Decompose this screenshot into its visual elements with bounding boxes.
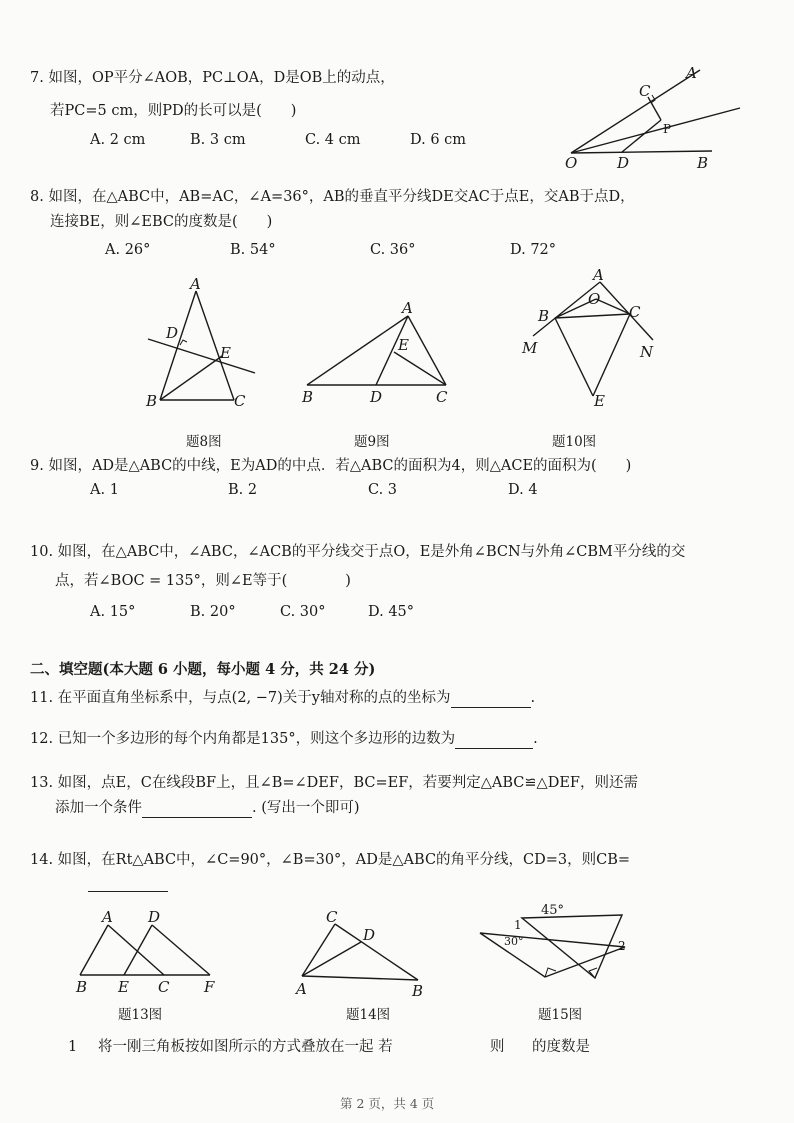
figure-15 (480, 915, 625, 978)
fig8-label-a: A (190, 275, 201, 293)
fig9-label-c: C (436, 388, 448, 406)
q7-option-d: D. 6 cm (410, 132, 467, 148)
q7-option-a: A. 2 cm (90, 132, 146, 148)
fig15-label-45: 45° (541, 903, 565, 918)
q8-option-c: C. 36° (370, 242, 416, 258)
fig13-caption: 题13图 (118, 1007, 163, 1023)
q12-stem: 12. 已知一个多边形的每个内角都是135°，则这个多边形的边数为 (30, 731, 456, 747)
fig8-caption: 题8图 (186, 434, 222, 450)
q11-stem: 11. 在平面直角坐标系中，与点(2, −7)关于y轴对称的点的坐标为 (30, 690, 451, 706)
fig9-label-b: B (302, 388, 314, 406)
q7-segment-pd (622, 120, 661, 152)
q7-label-a: A (686, 64, 697, 82)
fig13-label-d: D (148, 908, 161, 926)
fig13-label-a: A (102, 908, 113, 926)
fig9-label-a: A (402, 299, 413, 317)
q13-line2-end: . (写出一个即可) (252, 800, 360, 816)
q9-option-a: A. 1 (90, 482, 119, 498)
fig15-caption: 题15图 (538, 1007, 583, 1023)
figure-10 (533, 282, 653, 396)
fig9-caption: 题9图 (354, 434, 390, 450)
fig14-label-c: C (326, 908, 338, 926)
q13-line2 (55, 798, 360, 818)
fig13-label-f: F (204, 978, 215, 996)
q9-option-d: D. 4 (508, 482, 538, 498)
fig13-label-e: E (118, 978, 129, 996)
q7-segment-pc (648, 97, 661, 120)
q12-text (30, 729, 538, 749)
fig13-label-c: C (158, 978, 170, 996)
q8-option-d: D. 72° (510, 242, 557, 258)
q12-end: . (533, 731, 538, 747)
fig8-label-b: B (146, 392, 158, 410)
q7-label-p: P (663, 122, 672, 136)
q15-then: 则 (490, 1039, 505, 1055)
q7-option-b: B. 3 cm (190, 132, 246, 148)
fig10-label-n: N (640, 343, 654, 361)
fig10-label-c: C (629, 303, 641, 321)
q10-option-d: D. 45° (368, 604, 415, 620)
q11-answer-blank[interactable] (451, 691, 531, 708)
fig14-label-d: D (363, 926, 376, 944)
q9-line1: 9. 如图，AD是△ABC的中线，E为AD的中点．若△ABC的面积为4，则△ACE的面积为( ) (30, 458, 632, 474)
q7-line1: 7. 如图，OP平分∠AOB，PC⊥OA，D是OB上的动点， (30, 70, 395, 86)
fig9-label-d: D (370, 388, 383, 406)
figure-14 (302, 924, 418, 980)
q13-line1: 13. 如图，点E，C在线段BF上，且∠B=∠DEF，BC=EF，若要判定△ABC≌△DEF，则还需 (30, 775, 638, 791)
section2-title: 二、填空题(本大题 6 小题，每小题 4 分，共 24 分) (30, 661, 376, 678)
q10-line1: 10. 如图，在△ABC中，∠ABC，∠ACB的平分线交于点O，E是外角∠BCN与外角∠CBM平分线的交 (30, 544, 686, 560)
q13-line2-start: 添加一个条件 (55, 800, 142, 816)
fig9-label-e: E (398, 336, 409, 354)
q7-label-d: D (617, 154, 630, 172)
q11-end: . (530, 690, 536, 706)
q13-answer-blank[interactable] (142, 801, 252, 818)
q12-answer-blank[interactable] (455, 732, 533, 749)
q7-ray-ob (571, 151, 712, 153)
fig14-label-b: B (412, 982, 424, 1000)
figure-9 (307, 316, 446, 385)
q10-option-b: B. 20° (190, 604, 236, 620)
q7-label-b: B (697, 154, 709, 172)
figure-13 (80, 925, 210, 975)
q15-number: 1 (68, 1039, 78, 1055)
q8-line1: 8. 如图，在△ABC中，AB=AC，∠A=36°，AB的垂直平分线DE交AC于点E，交AB于点D， (30, 189, 635, 205)
fig10-label-o: O (588, 290, 601, 308)
fig15-label-1: 1 (514, 918, 522, 932)
q14-answer-blank[interactable] (88, 875, 168, 892)
q8-option-b: B. 54° (230, 242, 276, 258)
q7-right-angle-mark (651, 95, 655, 103)
q10-line2: 点，若∠BOC = 135°，则∠E等于( ) (55, 573, 351, 589)
fig10-label-b: B (538, 307, 550, 325)
fig10-caption: 题10图 (552, 434, 597, 450)
q10-option-c: C. 30° (280, 604, 326, 620)
q14-line1: 14. 如图，在Rt△ABC中，∠C=90°，∠B=30°，AD是△ABC的角平分线，CD=3，则CB= (30, 852, 631, 868)
q11-text (30, 688, 535, 708)
fig8-label-e: E (220, 344, 231, 362)
q7-ray-op (571, 108, 740, 153)
fig15-label-30: 30° (504, 935, 524, 948)
q8-option-a: A. 26° (105, 242, 151, 258)
fig10-label-a: A (593, 266, 604, 284)
q15-stem: 将一刚三角板按如图所示的方式叠放在一起 若 (98, 1039, 393, 1055)
fig10-label-e: E (594, 392, 605, 410)
fig13-label-b: B (76, 978, 88, 996)
fig14-label-a: A (296, 980, 307, 998)
q15-degree-text: 的度数是 (532, 1039, 590, 1055)
q9-option-b: B. 2 (228, 482, 258, 498)
figure-8 (148, 291, 255, 400)
fig8-label-d: D (166, 324, 179, 342)
page-footer: 第 2 页，共 4 页 (340, 1096, 435, 1111)
fig14-caption: 题14图 (346, 1007, 391, 1023)
q7-label-o: O (565, 154, 578, 172)
q7-line2: 若PC=5 cm，则PD的长可以是( ) (50, 103, 297, 119)
fig8-label-c: C (234, 392, 246, 410)
fig15-label-2: 2 (618, 939, 626, 953)
q10-option-a: A. 15° (90, 604, 136, 620)
q9-option-c: C. 3 (368, 482, 398, 498)
fig10-label-m: M (522, 339, 538, 357)
q7-ray-oa (571, 70, 700, 153)
q8-line2: 连接BE，则∠EBC的度数是( ) (50, 214, 273, 230)
q7-option-c: C. 4 cm (305, 132, 361, 148)
q7-label-c: C (639, 82, 651, 100)
